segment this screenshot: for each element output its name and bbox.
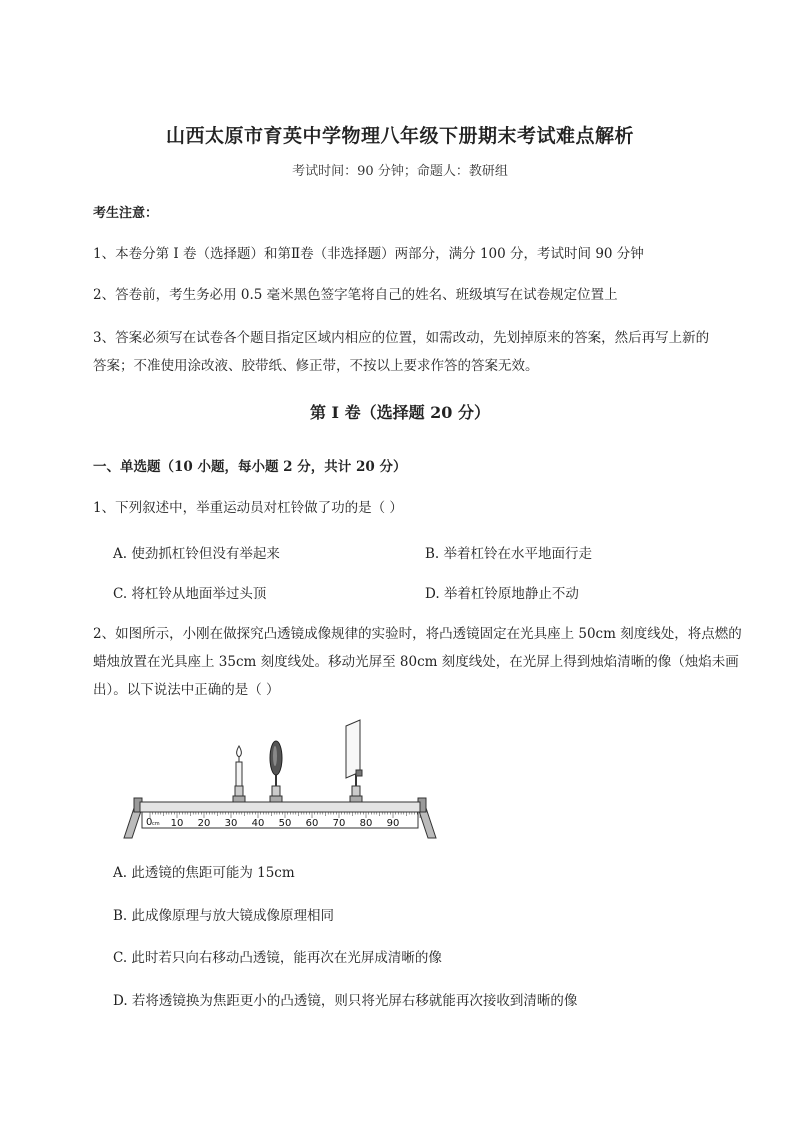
question-2-option-b: B. 此成像原理与放大镜成像原理相同 bbox=[113, 908, 335, 924]
section-title: 第 I 卷（选择题 20 分） bbox=[309, 403, 491, 422]
scale-label-80: 80 bbox=[359, 818, 373, 829]
candle bbox=[236, 762, 242, 786]
scale-label-0: 0 bbox=[146, 817, 153, 828]
scale-label-30: 30 bbox=[224, 818, 238, 829]
question-1-option-d: D. 举着杠铃原地静止不动 bbox=[425, 586, 579, 602]
scale-label-70: 70 bbox=[332, 818, 346, 829]
question-2-option-a: A. 此透镜的焦距可能为 15cm bbox=[113, 865, 295, 881]
question-1-option-c: C. 将杠铃从地面举过头顶 bbox=[113, 586, 267, 602]
document-subtitle: 考试时间：90 分钟；命题人：教研组 bbox=[292, 164, 508, 179]
scale-label-60: 60 bbox=[305, 818, 319, 829]
scale-label-50: 50 bbox=[278, 818, 292, 829]
candle-flame bbox=[237, 746, 242, 757]
part-heading: 一、单选题（10 小题，每小题 2 分，共计 20 分） bbox=[93, 459, 407, 475]
notice-item-1: 1、本卷分第 I 卷（选择题）和第Ⅱ卷（非选择题）两部分，满分 100 分，考试时间 90 分钟 bbox=[93, 246, 644, 262]
scale-label-40: 40 bbox=[251, 818, 265, 829]
notice-item-2: 2、答卷前，考生务必用 0.5 毫米黑色签字笔将自己的姓名、班级填写在试卷规定位置上 bbox=[93, 287, 618, 303]
bench-rail-top bbox=[140, 802, 420, 812]
question-2-stem: 2、如图所示，小刚在做探究凸透镜成像规律的实验时，将凸透镜固定在光具座上 50cm 刻度线处，将点燃的蜡烛放置在光具座上 35cm 刻度线处。移动光屏至 80cm 刻度线处，在光屏上得到烛焰清晰的像（烛焰未画出）。以下说法中正确的是（ ） bbox=[93, 626, 742, 698]
light-screen bbox=[346, 720, 360, 778]
question-1-option-b: B. 举着杠铃在水平地面行走 bbox=[425, 546, 593, 562]
question-1-option-a: A. 使劲抓杠铃但没有举起来 bbox=[113, 546, 280, 562]
question-1-stem: 1、下列叙述中，举重运动员对杠铃做了功的是（ ） bbox=[93, 500, 403, 516]
scale-labels bbox=[171, 818, 400, 829]
question-2-option-c: C. 此时若只向右移动凸透镜，能再次在光屏成清晰的像 bbox=[113, 950, 442, 966]
scale-label-90: 90 bbox=[386, 818, 400, 829]
notice-item-3: 3、答案必须写在试卷各个题目指定区域内相应的位置，如需改动，先划掉原来的答案，然后再写上新的答案；不准使用涂改液、胶带纸、修正带，不按以上要求作答的答案无效。 bbox=[93, 330, 710, 374]
notice-heading: 考生注意： bbox=[93, 206, 159, 221]
scale-label-10: 10 bbox=[170, 818, 184, 829]
scale-label-20: 20 bbox=[197, 818, 211, 829]
optical-bench-figure bbox=[120, 716, 440, 840]
scale-unit-label: cm bbox=[152, 821, 160, 827]
document-title: 山西太原市育英中学物理八年级下册期末考试难点解析 bbox=[165, 125, 634, 147]
question-2-option-d: D. 若将透镜换为焦距更小的凸透镜，则只将光屏右移就能再次接收到清晰的像 bbox=[113, 993, 578, 1009]
